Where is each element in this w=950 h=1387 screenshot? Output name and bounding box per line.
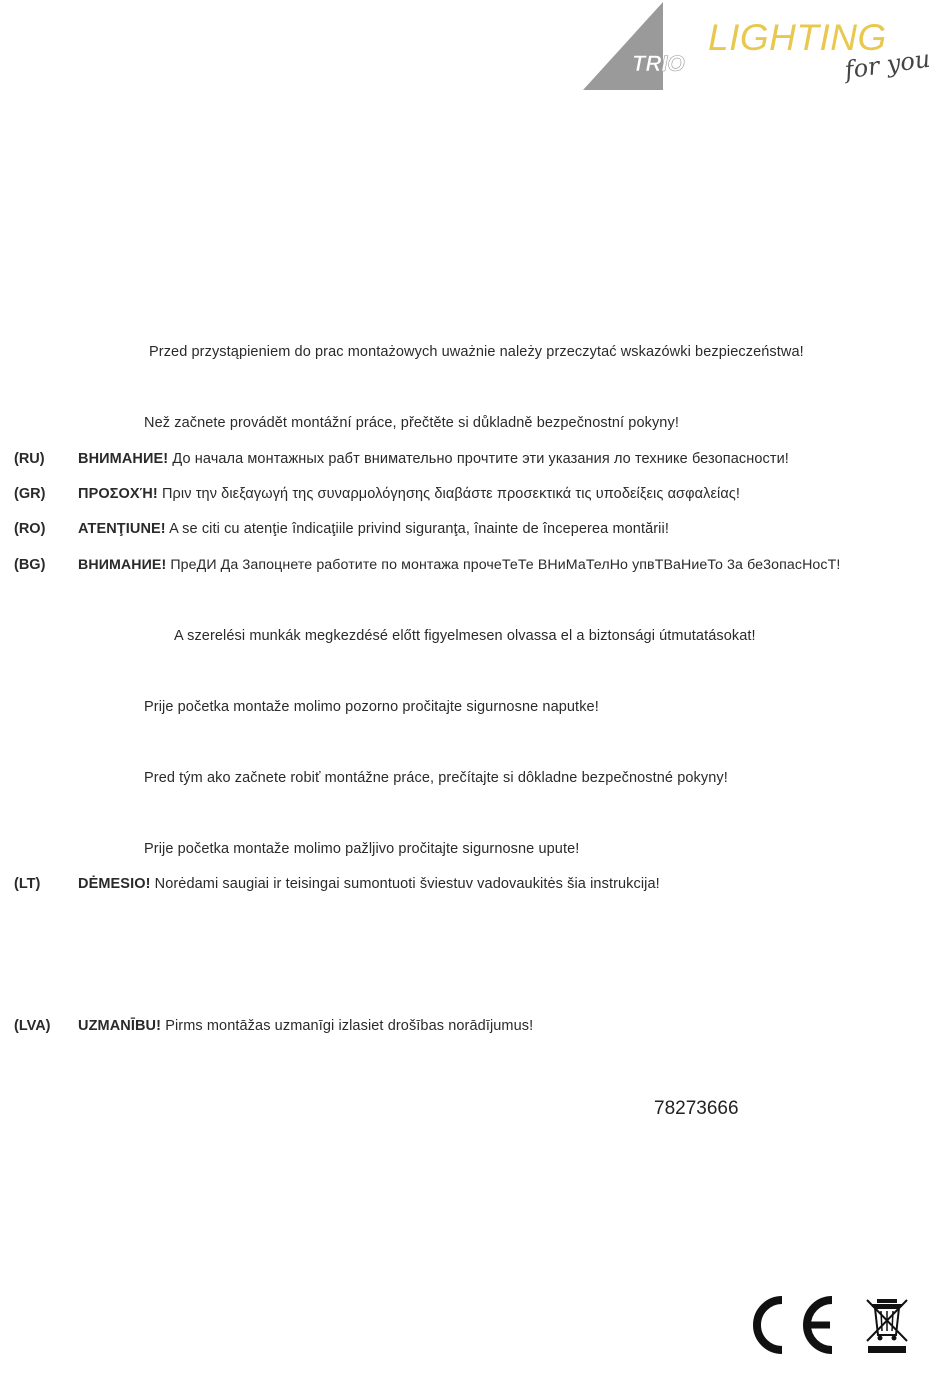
article-number: 78273666: [654, 1098, 739, 1119]
warning-lva: [78, 1018, 533, 1034]
logo-lighting-text: LIGHTING: [708, 17, 887, 58]
warning-lt: [78, 876, 660, 892]
warning-gr: [78, 486, 740, 502]
warning-lt-lead: DĖMESIO!: [78, 876, 151, 892]
warning-gr-lead: ΠΡΟΣΟΧΉ!: [78, 486, 158, 502]
warning-bs: Prije početka montaže molimo pažljivo pročitajte sigurnosne upute!: [144, 841, 580, 857]
warning-lva-text: Pirms montāžas uzmanīgi izlasiet drošības norādījumus!: [165, 1018, 534, 1034]
warning-hu: A szerelési munkák megkezdésé előtt figyelmesen olvassa el a biztonsági útmutatásokat!: [174, 628, 756, 644]
lang-code-lva: (LVA): [14, 1018, 51, 1034]
weee-bin-icon: [864, 1297, 910, 1355]
warning-ro-text: A se citi cu atenţie îndicaţiile privind siguranţa, înainte de începerea montării!: [169, 521, 669, 537]
warning-ru-text: До начала монтажных рабт внимательно прочтите эти указания ло технике безопасности!: [172, 451, 789, 467]
lang-code-ru: (RU): [14, 451, 45, 467]
lang-code-ro: (RO): [14, 521, 46, 537]
warning-hr: Prije početka montaže molimo pozorno pročitajte sigurnosne naputke!: [144, 699, 599, 715]
warning-cz: Než začnete provádět montážní práce, přečtěte si důkladně bezpečnostní pokyny!: [144, 415, 679, 431]
warning-gr-text: Πριν την διεξαγωγή της συναρμολόγησης διαβάστε προσεκτικά τις υποδείξεις ασφαλείας!: [161, 486, 741, 502]
warning-ro: [78, 521, 669, 537]
warning-lva-lead: UZMANĪBU!: [78, 1018, 162, 1034]
lang-code-bg: (BG): [14, 557, 46, 573]
warning-lt-text: Norėdami saugiai ir teisingai sumontuoti šviestuv vadovaukitės šia instrukcija!: [154, 876, 660, 892]
lang-code-gr: (GR): [14, 486, 46, 502]
warning-ro-lead: ATENŢIUNE!: [78, 521, 166, 537]
warning-bg-text: ПреДИ Да 3апоцнете работите по монтажа прочеТеТе ВНиМаТелНо упвТВаНиеТо 3а бе3опасНосТ!: [170, 557, 841, 573]
warning-ru-lead: ВНИМАНИЕ!: [78, 451, 169, 467]
ce-mark-icon: [752, 1294, 838, 1356]
warning-pl: Przed przystąpieniem do prac montażowych uważnie należy przeczytać wskazówki bezpieczeństwa!: [149, 344, 804, 360]
warning-bg: [78, 557, 840, 573]
logo-tagline-text: for you: [842, 44, 932, 85]
lang-code-lt: (LT): [14, 876, 41, 892]
logo-triangle: [583, 2, 663, 90]
trio-lighting-logo: [580, 0, 932, 95]
warning-bg-lead: ВНИМАНИЕ!: [78, 557, 167, 573]
logo-trio-text: TRIO: [632, 51, 685, 76]
warning-ru: [78, 451, 789, 467]
warning-sk: Pred tým ako začnete robiť montážne práce, prečítajte si dôkladne bezpečnostné pokyny!: [144, 770, 728, 786]
